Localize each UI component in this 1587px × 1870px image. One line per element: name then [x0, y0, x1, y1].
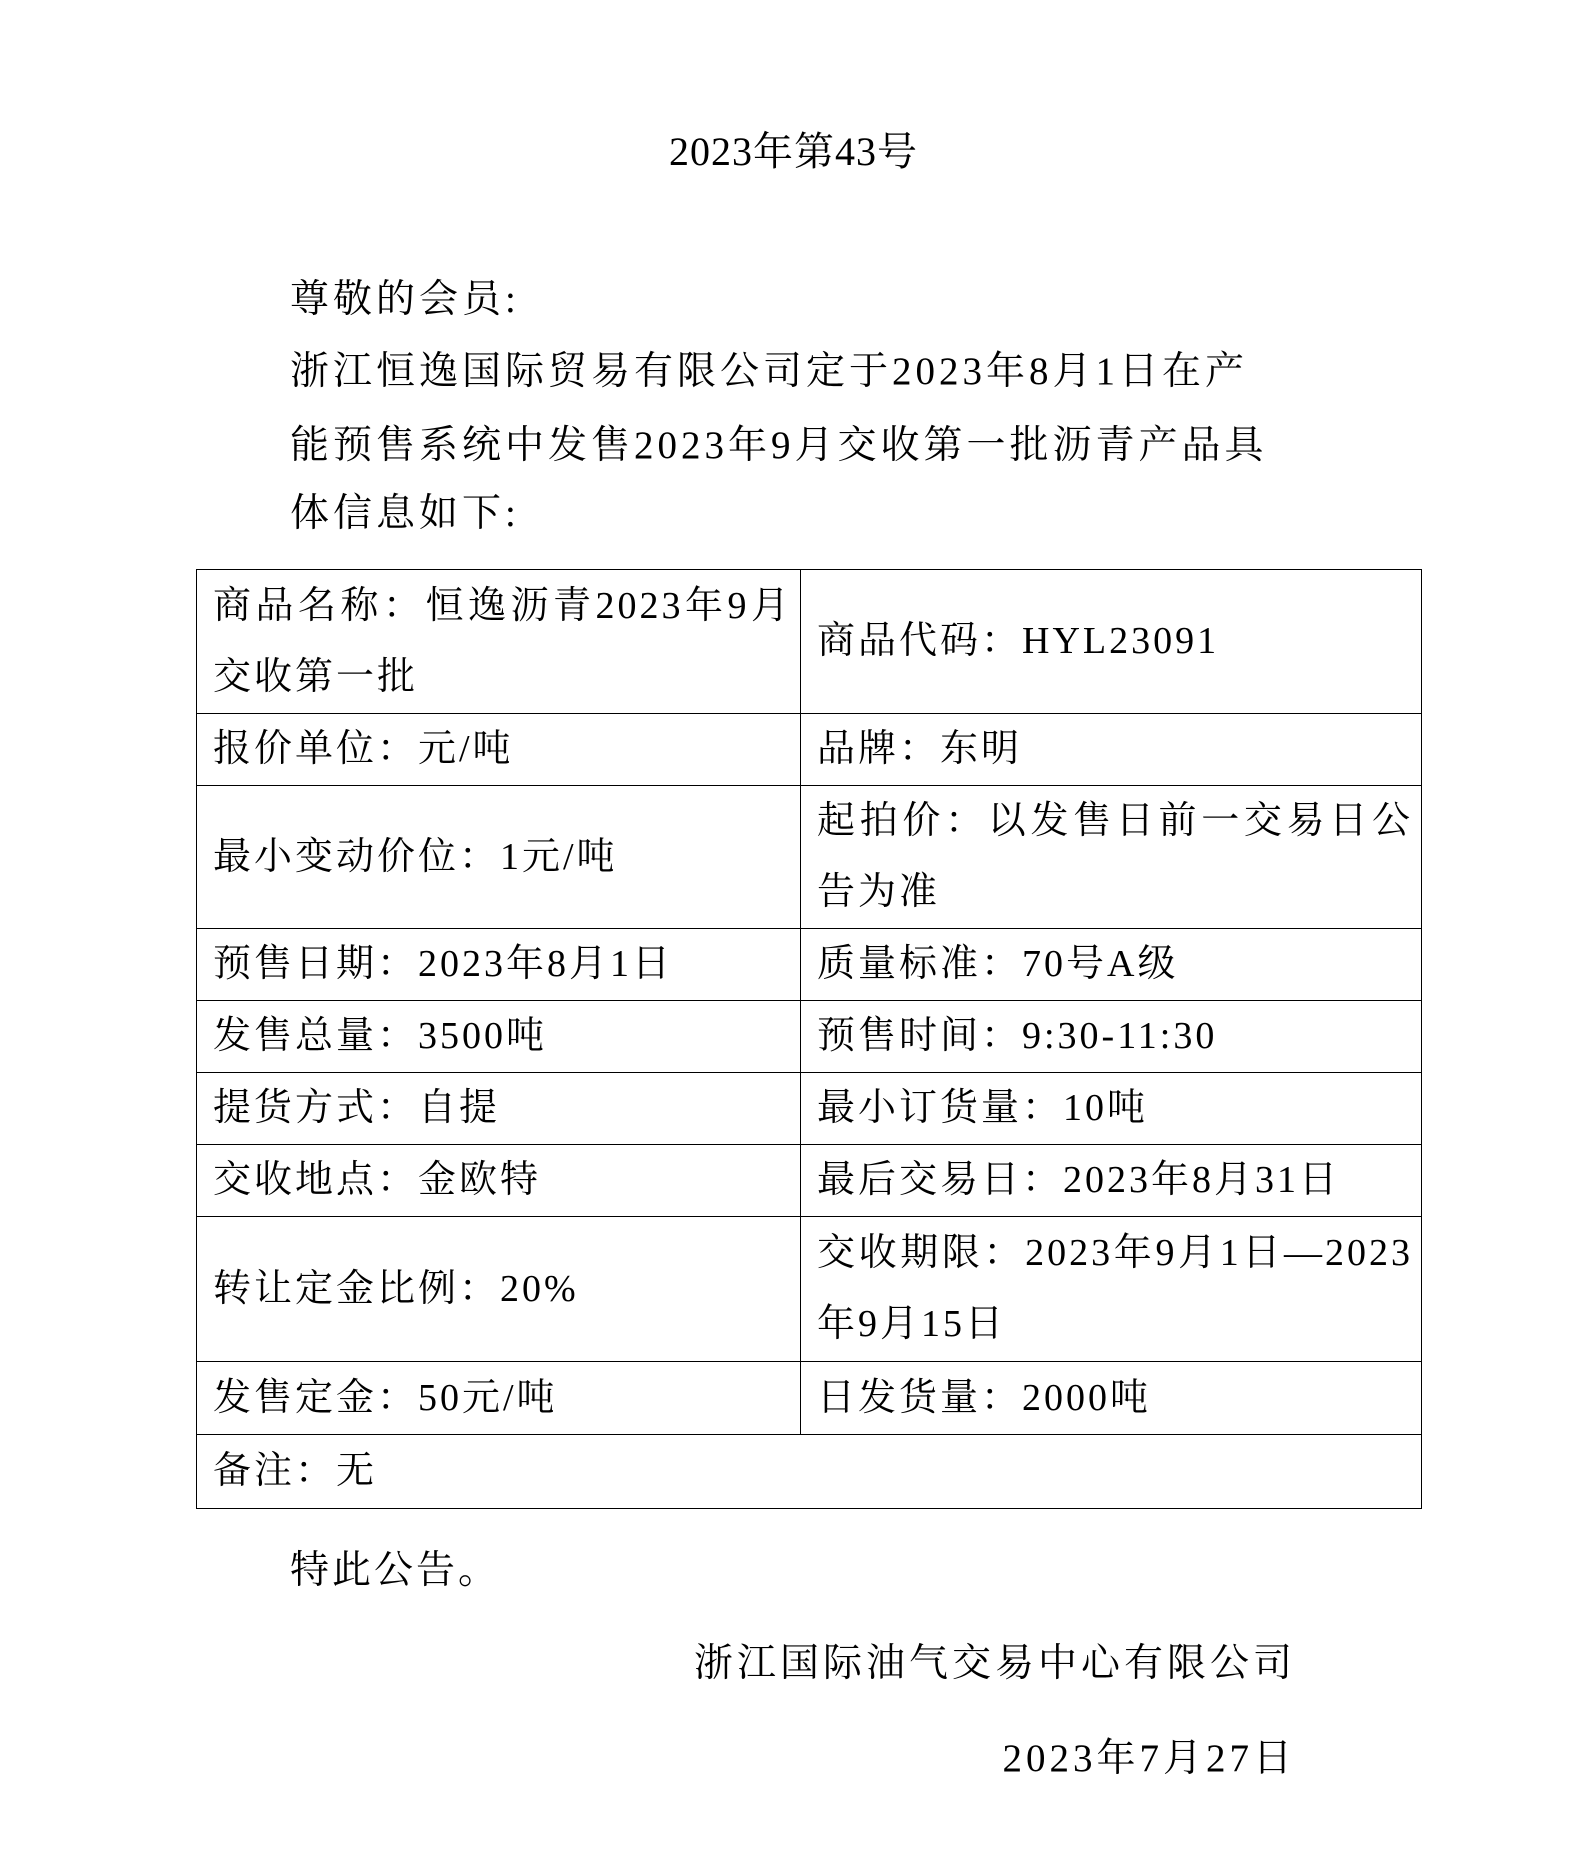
table-row	[197, 1073, 1422, 1145]
cell-total-volume: 发售总量：3500吨	[197, 1001, 801, 1073]
cell-presale-time: 预售时间：9:30-11:30	[801, 1001, 1422, 1073]
cell-daily-shipment: 日发货量：2000吨	[801, 1362, 1422, 1435]
intro-line-1: 浙江恒逸国际贸易有限公司定于2023年8月1日在产	[290, 350, 1249, 393]
cell-min-tick: 最小变动价位：1元/吨	[197, 786, 801, 929]
table-row	[197, 1362, 1422, 1435]
cell-quote-unit: 报价单位：元/吨	[197, 714, 801, 786]
cell-min-order: 最小订货量：10吨	[801, 1073, 1422, 1145]
cell-delivery-location: 交收地点：金欧特	[197, 1145, 801, 1217]
cell-sale-deposit: 发售定金：50元/吨	[197, 1362, 801, 1435]
cell-pickup-method: 提货方式：自提	[197, 1073, 801, 1145]
cell-deposit-ratio: 转让定金比例：20%	[197, 1217, 801, 1362]
salutation: 尊敬的会员:	[290, 278, 520, 321]
table-row	[197, 570, 1422, 714]
table-row	[197, 1001, 1422, 1073]
intro-line-3: 体信息如下:	[290, 492, 520, 535]
cell-quality-standard: 质量标准：70号A级	[801, 929, 1422, 1001]
document-number-title: 2023年第43号	[669, 129, 918, 174]
table-row	[197, 1217, 1422, 1362]
cell-brand: 品牌：东明	[801, 714, 1422, 786]
table-row	[197, 1435, 1422, 1509]
cell-product-name: 商品名称：恒逸沥青2023年9月交收第一批	[197, 570, 801, 714]
signature-date: 2023年7月27日	[1002, 1737, 1296, 1780]
cell-starting-price: 起拍价：以发售日前一交易日公告为准	[801, 786, 1422, 929]
table-row	[197, 714, 1422, 786]
product-info-table	[196, 569, 1422, 1509]
cell-presale-date: 预售日期：2023年8月1日	[197, 929, 801, 1001]
intro-line-2: 能预售系统中发售2023年9月交收第一批沥青产品具	[290, 424, 1268, 467]
closing-statement: 特此公告。	[290, 1549, 501, 1592]
cell-remarks: 备注：无	[197, 1435, 1422, 1509]
table-row	[197, 929, 1422, 1001]
table-row	[197, 786, 1422, 929]
signature-organization: 浙江国际油气交易中心有限公司	[693, 1642, 1296, 1685]
table-row	[197, 1145, 1422, 1217]
cell-delivery-period: 交收期限：2023年9月1日—2023年9月15日	[801, 1217, 1422, 1362]
cell-product-code: 商品代码：HYL23091	[801, 570, 1422, 714]
cell-last-trading-day: 最后交易日：2023年8月31日	[801, 1145, 1422, 1217]
